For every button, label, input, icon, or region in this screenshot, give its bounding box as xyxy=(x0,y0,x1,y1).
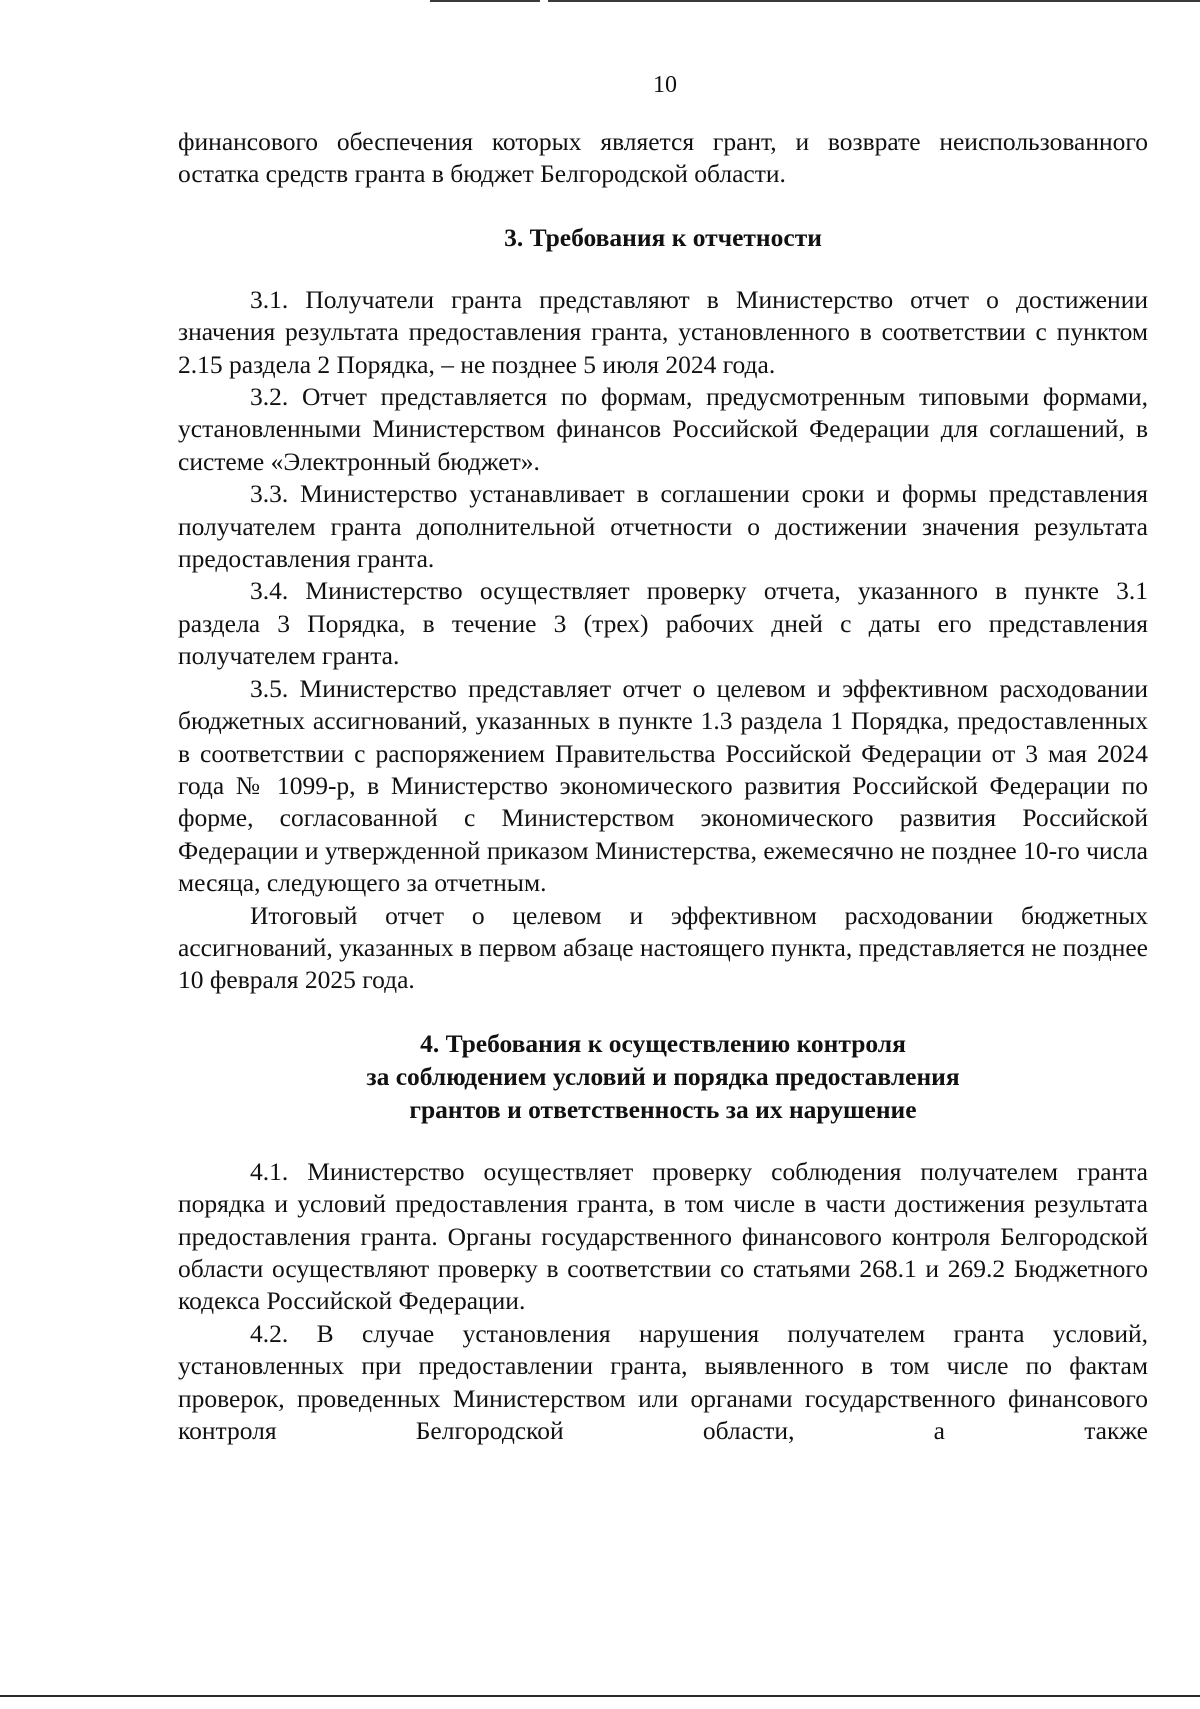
spacer xyxy=(178,997,1148,1027)
paragraph-4-2: 4.2. В случае установления нарушения получателем гранта условий, установленных при предоставлении гранта, выявленного в том числе по фактам проверок, проведенных Министерством или органами государственного финансового контроля Белгородской области, а также xyxy=(178,1318,1148,1445)
section-4-heading-line: грантов и ответственность за их нарушение xyxy=(409,1094,917,1124)
spacer xyxy=(178,1126,1148,1156)
section-4-heading-line: за соблюдением условий и порядка предоставления xyxy=(366,1061,960,1091)
paragraph-3-5-final-report: Итоговый отчет о целевом и эффективном расходовании бюджетных ассигнований, указанных в первом абзаце настоящего пункта, представляется не позднее 10 февраля 2025 года. xyxy=(178,900,1148,995)
paragraph-3-5: 3.5. Министерство представляет отчет о целевом и эффективном расходовании бюджетных ассигнований, указанных в пункте 1.3 раздела 1 Порядка, предоставленных в соответствии с распоряжением Правительства Российской Федерации от 3 мая 2024 года № 1099-р, в Министерство экономического развития Российской Федерации по форме, согласованной с Министерством экономического развития Российской Федерации и утвержденной приказом Министерства, ежемесячно не позднее 10-го числа месяца, следующего за отчетным. xyxy=(178,673,1148,898)
spacer xyxy=(178,254,1148,284)
scan-edge-top-right xyxy=(548,0,1200,2)
section-4-heading xyxy=(178,1027,1148,1126)
page-number: 10 xyxy=(653,72,677,98)
paragraph-3-2: 3.2. Отчет представляется по формам, предусмотренным типовыми формами, установленными Министерством финансов Российской Федерации для соглашений, в системе «Электронный бюджет». xyxy=(178,382,1148,476)
intro-paragraph: финансового обеспечения которых является грант, и возврате неиспользованного остатка средств гранта в бюджет Белгородской области. xyxy=(178,127,1148,189)
section-4-heading-line: 4. Требования к осуществлению контроля xyxy=(420,1028,906,1058)
scan-edge-top-left xyxy=(430,0,540,2)
document-body xyxy=(178,126,1148,1447)
scan-edge-bottom xyxy=(0,1695,1200,1697)
paragraph-3-3: 3.3. Министерство устанавливает в соглашении сроки и формы представления получателем гранта дополнительной отчетности о достижении значения результата предоставления гранта. xyxy=(178,479,1148,574)
paragraph-4-1: 4.1. Министерство осуществляет проверку соблюдения получателем гранта порядка и условий предоставления гранта, в том числе в части достижения результата предоставления гранта. Органы государственного финансового контроля Белгородской области осуществляют проверку в соответствии со статьями 268.1 и 269.2 Бюджетного кодекса Российской Федерации. xyxy=(178,1156,1148,1316)
paragraph-3-4: 3.4. Министерство осуществляет проверку отчета, указанного в пункте 3.1 раздела 3 Порядка, в течение 3 (трех) рабочих дней с даты его представления получателем гранта. xyxy=(178,576,1148,671)
spacer xyxy=(178,191,1148,221)
section-3-heading: 3. Требования к отчетности xyxy=(504,222,822,252)
paragraph-3-1: 3.1. Получатели гранта представляют в Министерство отчет о достижении значения результата предоставления гранта, установленного в соответствии с пунктом 2.15 раздела 2 Порядка, – не позднее 5 июля 2024 года. xyxy=(178,284,1148,379)
